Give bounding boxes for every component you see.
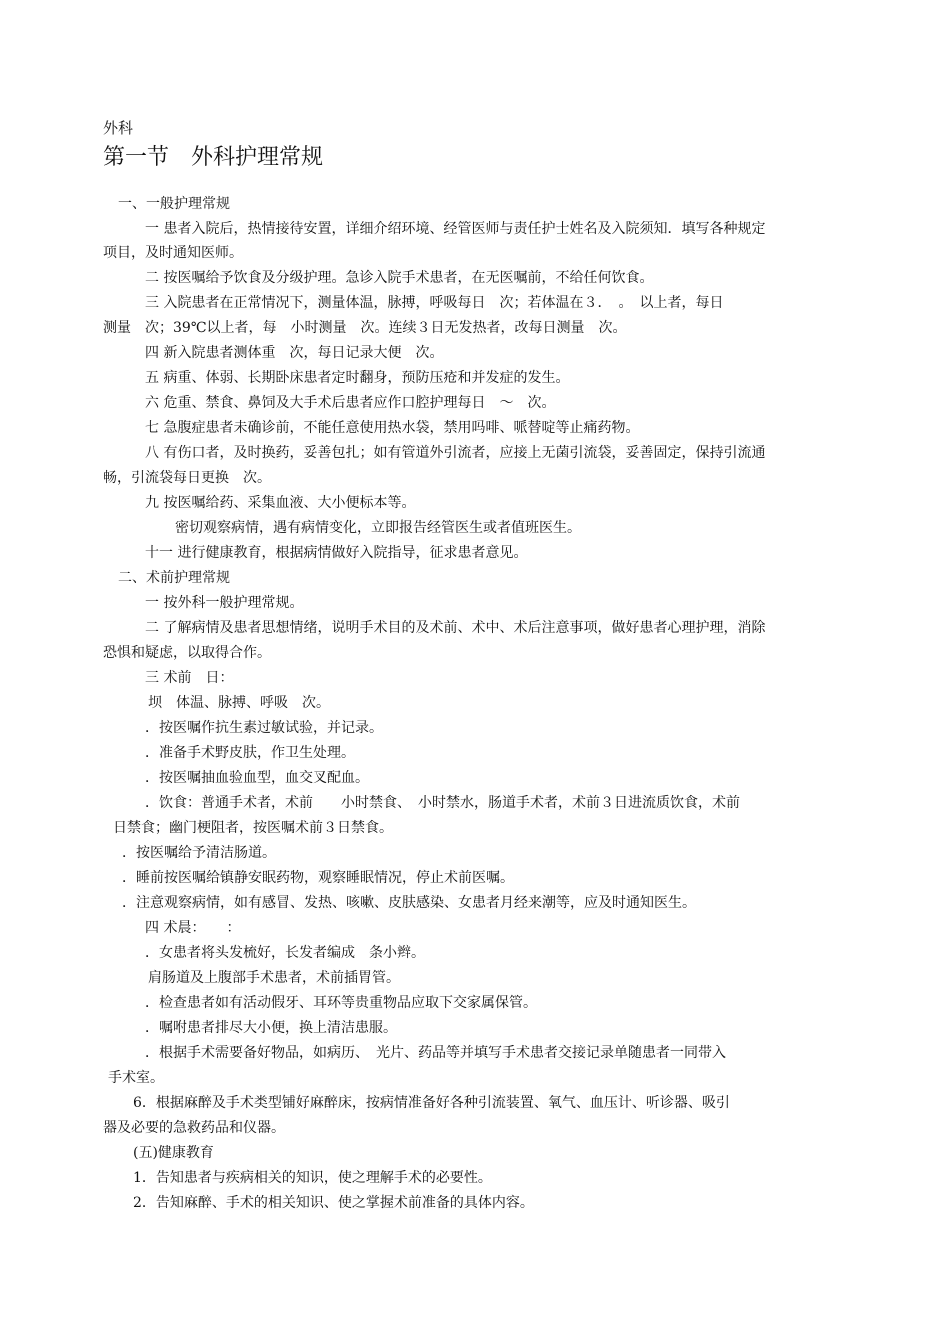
paragraph-line: 一 按外科一般护理常规。 xyxy=(145,595,304,611)
paragraph-line: 五 病重、体弱、长期卧床患者定时翻身，预防压疮和并发症的发生。 xyxy=(145,370,570,386)
paragraph-line: 七 急腹症患者未确诊前，不能任意使用热水袋，禁用吗啡、哌替啶等止痛药物。 xyxy=(145,420,640,436)
paragraph-line: 恐惧和疑虑，以取得合作。 xyxy=(103,645,271,661)
list-item: ．睡前按医嘱给镇静安眠药物，观察睡眠情况，停止术前医嘱。 xyxy=(122,870,514,886)
list-item: ．准备手术野皮肤，作卫生处理。 xyxy=(145,745,355,761)
paragraph-line: 畅，引流袋每日更换 次。 xyxy=(103,470,271,486)
list-item: 坝 体温、脉搏、呼吸 次。 xyxy=(148,695,330,711)
paragraph-line: 九 按医嘱给药、采集血液、大小便标本等。 xyxy=(145,495,416,511)
paragraph-line: 八 有伤口者，及时换药，妥善包扎；如有管道外引流者，应接上无菌引流袋，妥善固定，保持引流通 xyxy=(145,445,766,461)
paragraph-line: 项目，及时通知医师。 xyxy=(103,245,243,261)
list-item: ．按医嘱作抗生素过敏试验，并记录。 xyxy=(145,720,383,736)
list-item: 2．告知麻醉、手术的相关知识、使之掌握术前准备的具体内容。 xyxy=(133,1195,534,1211)
list-item: 6．根据麻醉及手术类型铺好麻醉床，按病情准备好各种引流装置、氧气、血压计、听诊器、吸引 xyxy=(133,1095,730,1111)
document-category: 外科 xyxy=(103,119,134,137)
paragraph-line: 一 患者入院后，热情接待安置，详细介绍环境、经管医师与责任护士姓名及入院须知．填写各种规定 xyxy=(145,221,766,237)
paragraph-line: 三 入院患者在正常情况下，测量体温，脉搏，呼吸每日 次；若体温在３． 。 以上者，每日 xyxy=(145,295,724,311)
paragraph-line: 四 新入院患者测体重 次，每日记录大便 次。 xyxy=(145,345,444,361)
list-item: 1．告知患者与疾病相关的知识，使之理解手术的必要性。 xyxy=(133,1170,492,1186)
list-item: ．检查患者如有活动假牙、耳环等贵重物品应取下交家属保管。 xyxy=(145,995,537,1011)
list-item: 日禁食；幽门梗阻者，按医嘱术前３日禁食。 xyxy=(113,820,393,836)
paragraph-line: 密切观察病情，遇有病情变化，立即报告经管医生或者值班医生。 xyxy=(175,520,581,536)
list-item: ．根据手术需要备好物品，如病历、 光片、药品等并填写手术患者交接记录单随患者一同带入 xyxy=(145,1045,726,1061)
subsection-heading: (五)健康教育 xyxy=(133,1145,214,1161)
subsection-heading: 二、术前护理常规 xyxy=(118,570,230,586)
paragraph-line: 四 术晨： ： xyxy=(145,920,241,936)
paragraph-line: 六 危重、禁食、鼻饲及大手术后患者应作口腔护理每日 ～ 次。 xyxy=(145,395,556,411)
section-title: 第一节 外科护理常规 xyxy=(103,145,324,170)
subsection-heading: 一、一般护理常规 xyxy=(118,196,230,212)
list-item: ．嘱咐患者排尽大小便，换上清洁患服。 xyxy=(145,1020,397,1036)
list-item: 肩肠道及上腹部手术患者，术前插胃管。 xyxy=(148,970,400,986)
paragraph-line: 测量 次；39℃以上者，每 小时测量 次。连续３日无发热者，改每日测量 次。 xyxy=(103,320,627,336)
list-item: 手术室。 xyxy=(108,1070,164,1086)
list-item: ．注意观察病情，如有感冒、发热、咳嗽、皮肤感染、女患者月经来潮等，应及时通知医生。 xyxy=(122,895,696,911)
paragraph-line: 二 了解病情及患者思想情绪，说明手术目的及术前、术中、术后注意事项，做好患者心理护理，消除 xyxy=(145,620,766,636)
paragraph-line: 三 术前 日： xyxy=(145,670,234,686)
list-item: ．女患者将头发梳好，长发者编成 条小辫。 xyxy=(145,945,425,961)
paragraph-line: 十一 进行健康教育，根据病情做好入院指导，征求患者意见。 xyxy=(145,545,528,561)
list-item: ．按医嘱给予清洁肠道。 xyxy=(122,845,276,861)
list-item: ．饮食：普通手术者，术前 小时禁食、 小时禁水，肠道手术者，术前３日进流质饮食，术前 xyxy=(145,795,740,811)
list-item: ．按医嘱抽血验血型，血交叉配血。 xyxy=(145,770,369,786)
list-item: 器及必要的急救药品和仪器。 xyxy=(103,1120,285,1136)
paragraph-line: 二 按医嘱给予饮食及分级护理。急诊入院手术患者，在无医嘱前，不给任何饮食。 xyxy=(145,270,654,286)
